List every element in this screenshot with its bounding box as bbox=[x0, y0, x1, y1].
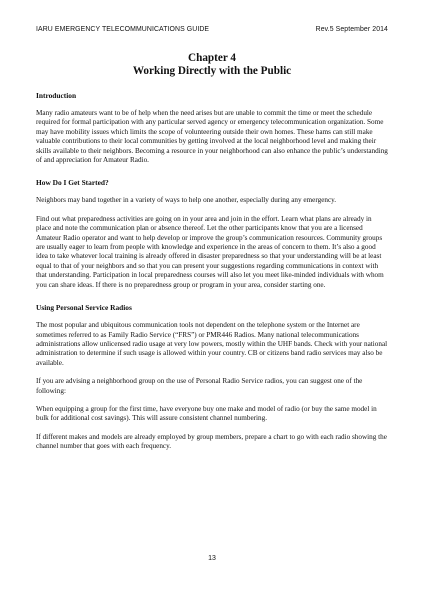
page-number: 13 bbox=[208, 555, 216, 562]
header-revision: Rev.5 September 2014 bbox=[315, 26, 388, 33]
section-heading-personal-radios: Using Personal Service Radios bbox=[36, 303, 132, 313]
paragraph: Many radio amateurs want to be of help when the need arises but are unable to commit the time or meet the schedule required for formal participation with any particular served agency or emergency telecommunication organization. Some may have mobility issues which limits the scope of volunteering outside their own homes. These hams can still make valuable contributions to their local communities by getting involved at the local neighborhood level and making their skills available to their neighbors. Becoming a resource in your neighborhood can also enhance the public’s understanding of and appreciation for Amateur Radio. bbox=[36, 109, 388, 165]
page-header bbox=[36, 26, 388, 33]
paragraph: When equipping a group for the first time, have everyone buy one make and model of radio (or buy the same model in bulk for additional cost savings). This will assure consistent channel numbering. bbox=[36, 404, 377, 423]
paragraph: If different makes and models are already employed by group members, prepare a chart to go with each radio showing the channel number that goes with each frequency. bbox=[36, 432, 387, 451]
paragraph: Neighbors may band together in a variety of ways to help one another, especially during any emergency. bbox=[36, 196, 337, 205]
page-content bbox=[36, 52, 388, 461]
section-heading-get-started: How Do I Get Started? bbox=[36, 178, 109, 188]
chapter-number: Chapter 4 bbox=[188, 52, 236, 64]
section-heading-introduction: Introduction bbox=[36, 91, 77, 100]
chapter-title: Working Directly with the Public bbox=[132, 65, 292, 77]
paragraph: The most popular and ubiquitous communication tools not dependent on the telephone system or the Internet are sometimes referred to as Family Radio Service (“FRS”) or PMR446 Radios. Many national telecommunications administrations allow unlicensed radio usage at very low powers, mostly within the UHF bands. Check with your national administration to determine if such usage is allowed within your country. CB or citizens band radio services may also be available. bbox=[36, 321, 388, 367]
paragraph: If you are advising a neighborhood group on the use of Personal Radio Service radios, you can suggest one of the following: bbox=[36, 377, 363, 395]
paragraph: Find out what preparedness activities are going on in your area and join in the effort. Learn what plans are already in place and note the communication plan or absence thereof. Let the other participants know that you are a licensed Amateur Radio operator and want to help develop or improve the group’s communication resources. Community groups are usually eager to learn from people with knowledge and experience in the areas of concern to them. It’s also a good idea to take whatever local training is already offered in disaster preparedness so that your understanding will be at least equal to that of your neighbors and so that you can present your suggestions regarding communications in context with that understanding. Participation in local preparedness courses will also let you meet like-minded individuals with whom you can share ideas. If there is no preparedness group or program in your area, consider starting one. bbox=[36, 214, 384, 289]
header-guide-title: IARU EMERGENCY TELECOMMUNICATIONS GUIDE bbox=[36, 26, 210, 33]
